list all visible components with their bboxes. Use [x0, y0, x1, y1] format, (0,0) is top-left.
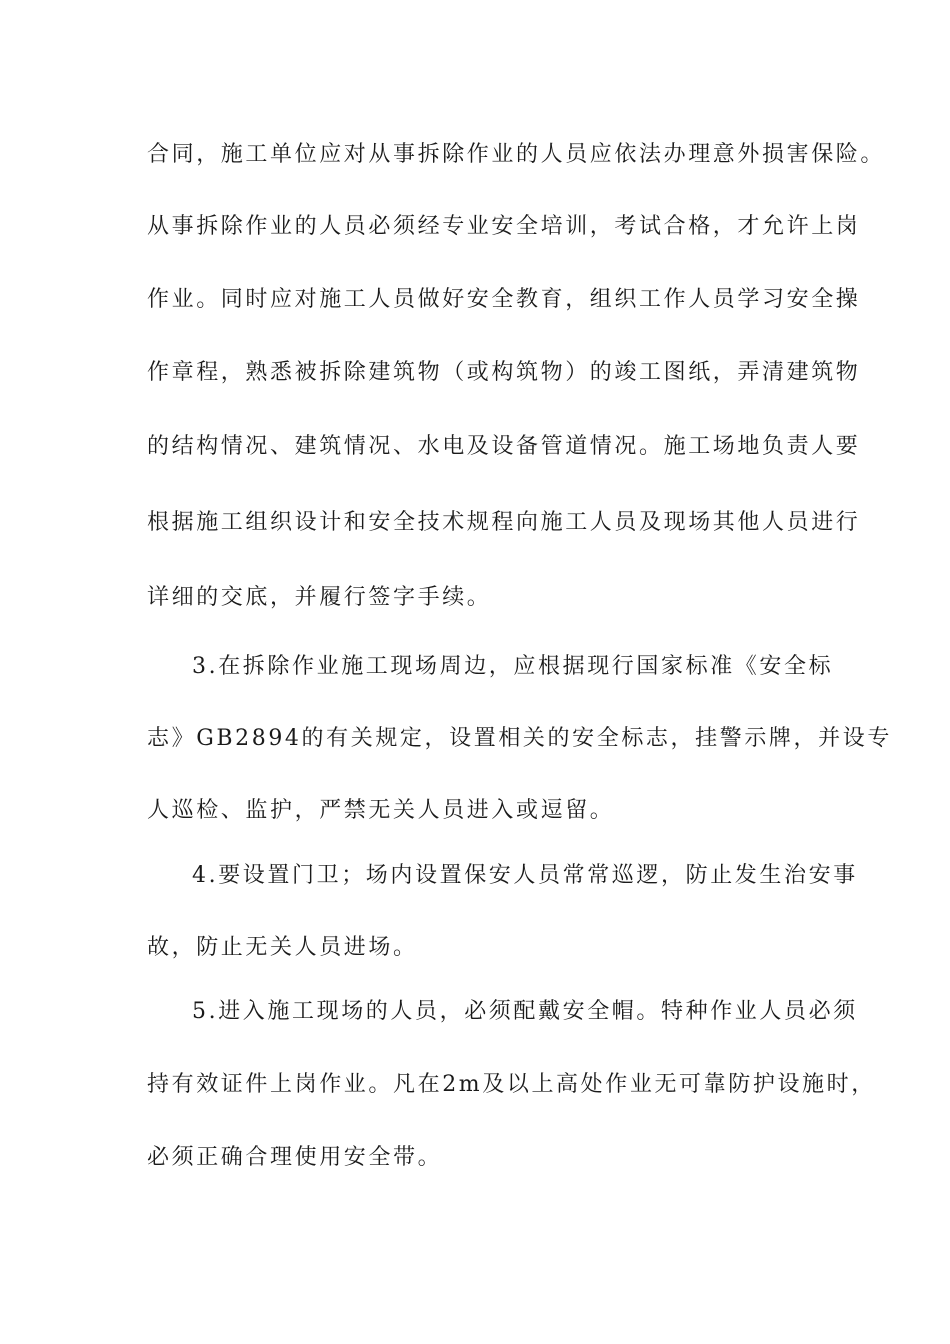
text-line-8: 3.在拆除作业施工现场周边，应根据现行国家标准《安全标: [192, 654, 834, 679]
text-line-4: 作章程，熟悉被拆除建筑物（或构筑物）的竣工图纸，弄清建筑物: [147, 360, 861, 385]
text-line-5: 的结构情况、建筑情况、水电及设备管道情况。施工场地负责人要: [147, 434, 861, 459]
text-line-2: 从事拆除作业的人员必须经专业安全培训，考试合格，才允许上岗: [147, 214, 861, 239]
text-line-13: 5.进入施工现场的人员，必须配戴安全帽。特种作业人员必须: [192, 999, 858, 1024]
text-line-11: 4.要设置门卫；场内设置保安人员常常巡逻，防止发生治安事: [192, 863, 858, 888]
text-line-1: 合同，施工单位应对从事拆除作业的人员应依法办理意外损害保险。: [147, 142, 886, 167]
text-line-7: 详细的交底，并履行签字手续。: [147, 585, 492, 610]
text-line-15: 必须正确合理使用安全带。: [147, 1145, 443, 1170]
text-line-10: 人巡检、监护，严禁无关人员进入或逗留。: [147, 798, 615, 823]
text-line-9: 志》GB2894的有关规定，设置相关的安全标志，挂警示牌，并设专: [147, 726, 892, 751]
text-line-12: 故，防止无关人员进场。: [147, 935, 418, 960]
text-line-14: 持有效证件上岗作业。凡在2m及以上高处作业无可靠防护设施时，: [147, 1072, 876, 1097]
text-line-6: 根据施工组织设计和安全技术规程向施工人员及现场其他人员进行: [147, 510, 861, 535]
text-line-3: 作业。同时应对施工人员做好安全教育，组织工作人员学习安全操: [147, 287, 861, 312]
